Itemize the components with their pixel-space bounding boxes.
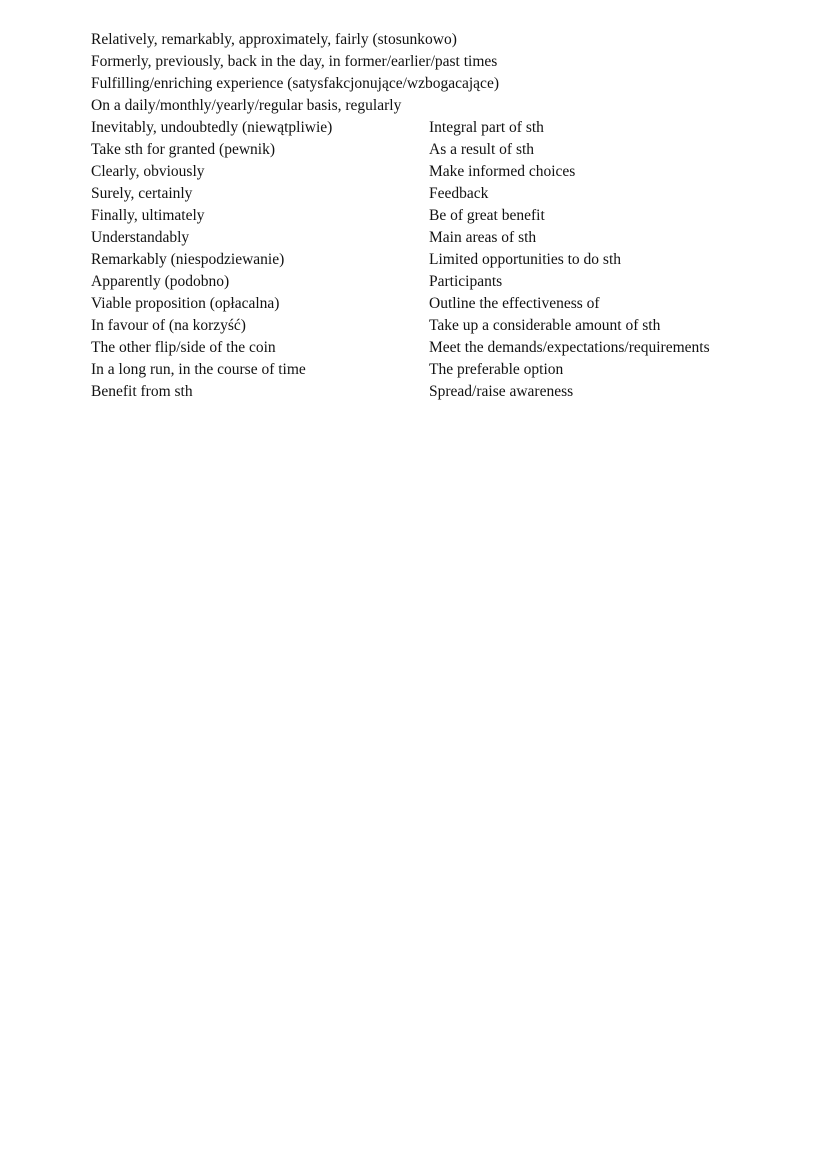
left-phrase: Take sth for granted (pewnik) xyxy=(91,141,275,158)
right-phrase: Main areas of sth xyxy=(429,229,537,246)
left-phrase: Finally, ultimately xyxy=(91,207,205,224)
left-phrase: Remarkably (niespodziewanie) xyxy=(91,251,285,268)
phrase-line: On a daily/monthly/yearly/regular basis, regularly xyxy=(91,97,402,114)
phrase-line: Fulfilling/enriching experience (satysfakcjonujące/wzbogacające) xyxy=(91,75,499,92)
left-phrase: Apparently (podobno) xyxy=(91,273,230,290)
phrase-line: Formerly, previously, back in the day, in former/earlier/past times xyxy=(91,53,498,70)
left-phrase: Viable proposition (opłacalna) xyxy=(91,295,280,312)
right-phrase: Feedback xyxy=(429,185,489,202)
right-phrase: Spread/raise awareness xyxy=(429,383,574,400)
left-phrase: In a long run, in the course of time xyxy=(91,361,306,378)
right-phrase: Take up a considerable amount of sth xyxy=(429,317,661,334)
left-phrase: In favour of (na korzyść) xyxy=(91,317,246,334)
left-phrase: Understandably xyxy=(91,229,190,246)
right-phrase: Make informed choices xyxy=(429,163,576,180)
right-phrase: As a result of sth xyxy=(429,141,535,158)
left-phrase: Inevitably, undoubtedly (niewątpliwie) xyxy=(91,119,333,136)
right-phrase: Limited opportunities to do sth xyxy=(429,251,622,268)
phrase-line: Relatively, remarkably, approximately, fairly (stosunkowo) xyxy=(91,31,457,48)
right-phrase: Outline the effectiveness of xyxy=(429,295,600,312)
left-phrase: Surely, certainly xyxy=(91,185,193,202)
left-phrase: Clearly, obviously xyxy=(91,163,205,180)
right-phrase: Meet the demands/expectations/requirements xyxy=(429,339,710,356)
right-phrase: Participants xyxy=(429,273,503,290)
right-phrase: Integral part of sth xyxy=(429,119,544,136)
left-phrase: Benefit from sth xyxy=(91,383,193,400)
right-phrase: Be of great benefit xyxy=(429,207,545,224)
left-phrase: The other flip/side of the coin xyxy=(91,339,276,356)
right-phrase: The preferable option xyxy=(429,361,564,378)
